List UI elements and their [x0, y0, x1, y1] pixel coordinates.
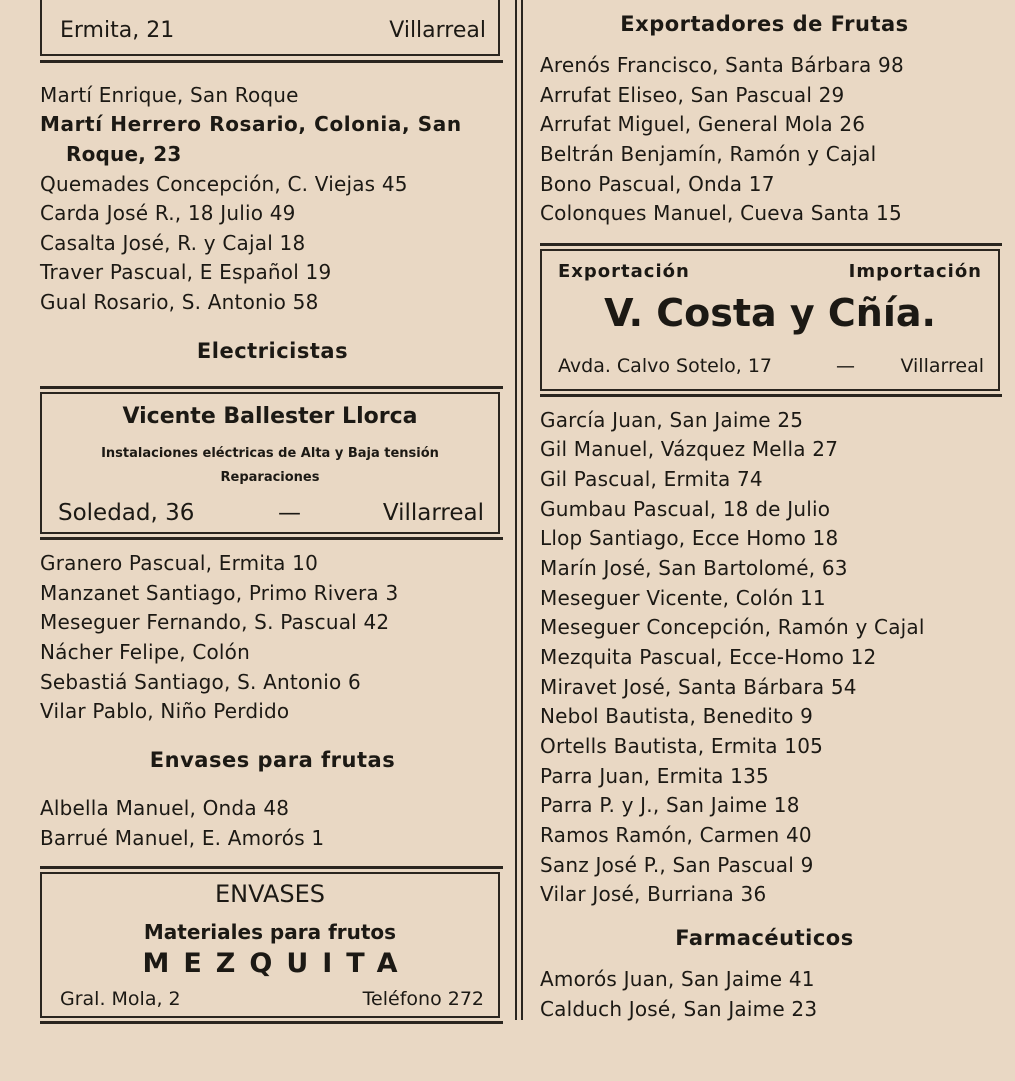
list-item: Parra Juan, Ermita 135	[540, 764, 769, 788]
section-heading-exportadores: Exportadores de Frutas	[620, 12, 909, 36]
envases-ad-brand: MEZQUITA	[142, 948, 412, 979]
list-item: Marín José, San Bartolomé, 63	[540, 556, 848, 580]
list-item: Arrufat Eliseo, San Pascual 29	[540, 83, 845, 107]
list-item: Ramos Ramón, Carmen 40	[540, 823, 812, 847]
electricistas-ad-top-rule	[40, 386, 503, 389]
electricistas-ad-line1: Instalaciones eléctricas de Alta y Baja tensión	[101, 446, 439, 461]
list-item: Meseguer Concepción, Ramón y Cajal	[540, 615, 925, 639]
electricistas-ad-street: Soledad, 36	[58, 500, 195, 526]
electricistas-ad-box	[40, 392, 500, 534]
list-item: Gil Manuel, Vázquez Mella 27	[540, 437, 839, 461]
section-heading-farmaceuticos: Farmacéuticos	[675, 926, 854, 950]
top-ad-town: Villarreal	[389, 18, 486, 43]
list-item: Nácher Felipe, Colón	[40, 640, 250, 664]
costa-ad-box	[540, 249, 1000, 391]
list-item: Martí Herrero Rosario, Colonia, San	[40, 112, 462, 136]
envases-ad-box	[40, 872, 500, 1018]
list-item: Vilar José, Burriana 36	[540, 882, 767, 906]
list-item: Martí Enrique, San Roque	[40, 83, 299, 107]
list-item: Gual Rosario, S. Antonio 58	[40, 290, 319, 314]
list-item: García Juan, San Jaime 25	[540, 408, 804, 432]
top-ad-street: Ermita, 21	[60, 18, 175, 43]
costa-ad-street: Avda. Calvo Sotelo, 17	[558, 355, 772, 377]
electricistas-ad-town: Villarreal	[382, 500, 484, 526]
list-item: Carda José R., 18 Julio 49	[40, 201, 296, 225]
envases-ad-subtitle: Materiales para frutos	[143, 920, 397, 944]
list-item: Colonques Manuel, Cueva Santa 15	[540, 201, 902, 225]
list-item: Granero Pascual, Ermita 10	[40, 551, 319, 575]
list-item: Beltrán Benjamín, Ramón y Cajal	[540, 142, 877, 166]
list-item: Vilar Pablo, Niño Perdido	[40, 699, 290, 723]
costa-ad-top-rule	[540, 243, 1002, 246]
list-item: Arrufat Miguel, General Mola 26	[540, 112, 866, 136]
list-item: Arenós Francisco, Santa Bárbara 98	[540, 53, 904, 77]
list-item: Manzanet Santiago, Primo Rivera 3	[40, 581, 399, 605]
section-heading-envases: Envases para frutas	[149, 748, 396, 772]
list-item: Nebol Bautista, Benedito 9	[540, 704, 814, 728]
list-item: Gil Pascual, Ermita 74	[540, 467, 763, 491]
envases-ad-bottom-rule	[40, 1021, 503, 1024]
column-divider-right	[521, 0, 523, 1020]
costa-ad-name: V. Costa y Cñía.	[604, 291, 936, 335]
envases-ad-top-rule	[40, 866, 503, 869]
list-item: Amorós Juan, San Jaime 41	[540, 967, 815, 991]
list-item: Calduch José, San Jaime 23	[540, 997, 818, 1021]
top-ad-rule	[40, 60, 503, 63]
costa-ad-town: Villarreal	[900, 355, 984, 377]
list-item: Sanz José P., San Pascual 9	[540, 853, 814, 877]
costa-ad-right-label: Importación	[848, 261, 982, 282]
section-heading-electricistas: Electricistas	[196, 339, 349, 363]
list-item: Casalta José, R. y Cajal 18	[40, 231, 306, 255]
costa-ad-dash: —	[836, 355, 855, 377]
top-ad-box	[40, 0, 500, 56]
costa-ad-bottom-rule	[540, 394, 1002, 397]
list-item: Roque, 23	[66, 142, 182, 166]
electricistas-ad-bottom-rule	[40, 537, 503, 540]
electricistas-ad-line2: Reparaciones	[220, 470, 320, 485]
list-item: Meseguer Fernando, S. Pascual 42	[40, 610, 390, 634]
list-item: Gumbau Pascual, 18 de Julio	[540, 497, 831, 521]
list-item: Sebastiá Santiago, S. Antonio 6	[40, 670, 361, 694]
list-item: Mezquita Pascual, Ecce-Homo 12	[540, 645, 877, 669]
list-item: Parra P. y J., San Jaime 18	[540, 793, 800, 817]
electricistas-ad-dash: —	[278, 500, 301, 526]
list-item: Bono Pascual, Onda 17	[540, 172, 775, 196]
envases-ad-title: ENVASES	[214, 880, 326, 908]
list-item: Barrué Manuel, E. Amorós 1	[40, 826, 325, 850]
list-item: Meseguer Vicente, Colón 11	[540, 586, 826, 610]
list-item: Ortells Bautista, Ermita 105	[540, 734, 824, 758]
costa-ad-left-label: Exportación	[558, 261, 690, 282]
electricistas-ad-name: Vicente Ballester Llorca	[122, 404, 418, 429]
envases-ad-address: Gral. Mola, 2	[60, 988, 181, 1010]
list-item: Quemades Concepción, C. Viejas 45	[40, 172, 408, 196]
column-divider-left	[515, 0, 517, 1020]
list-item: Albella Manuel, Onda 48	[40, 796, 290, 820]
list-item: Miravet José, Santa Bárbara 54	[540, 675, 857, 699]
envases-ad-phone: Teléfono 272	[362, 988, 484, 1010]
list-item: Llop Santiago, Ecce Homo 18	[540, 526, 839, 550]
list-item: Traver Pascual, E Español 19	[40, 260, 332, 284]
